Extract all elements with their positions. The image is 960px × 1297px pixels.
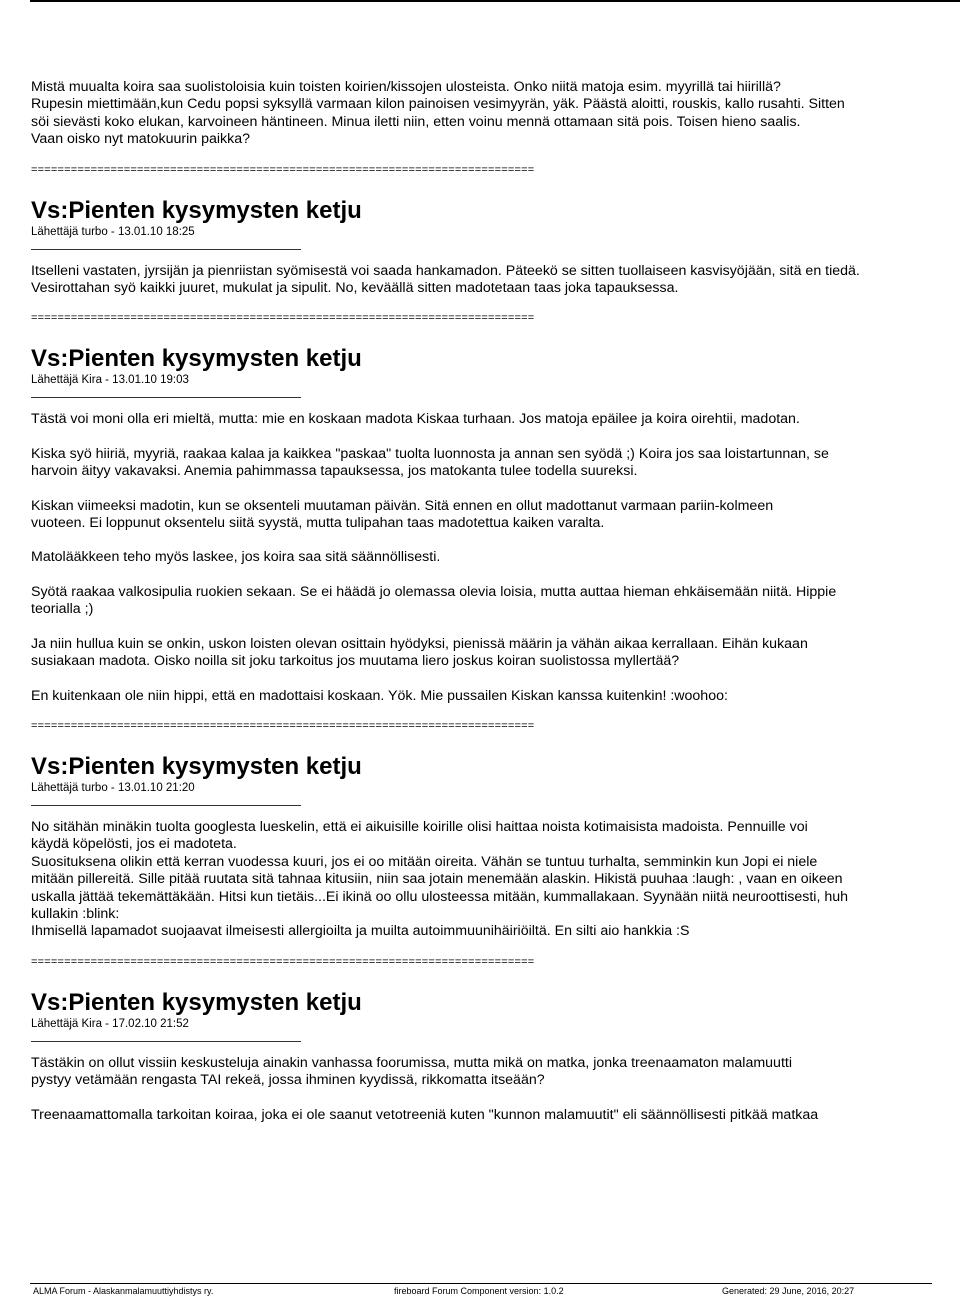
- post-text-line: kullakin :blink:: [31, 905, 120, 922]
- post-text-line: Ihmisellä lapamadot suojaavat ilmeisesti allergioilta ja muilta autoimmuunihäiriöiltä. En silti aio hankkia :S: [31, 923, 690, 940]
- post-text-line: harvoin äityy vakavaksi. Anemia pahimmassa tapauksessa, jos matokanta tulee todella suureksi.: [31, 463, 638, 480]
- post-text-line: Tästä voi moni olla eri mieltä, mutta: mie en koskaan madota Kiskaa turhaan. Jos matoja epäilee ja koira oirehtii, madotan.: [31, 411, 800, 428]
- post-author-date: Lähettäjä Kira - 17.02.10 21:52: [31, 1017, 189, 1030]
- post-text-line: mitään pillereitä. Sille pitää ruutata sitä tahnaa kitusiin, niin saa jotain menemään alaskin. Hikistä puuhaa :laugh: , vaan en oikeen: [31, 871, 843, 888]
- post-separator: ============================================================================: [31, 955, 535, 968]
- post-text-line: Tästäkin on ollut vissiin keskusteluja ainakin vanhassa foorumissa, mutta mikä on matka, jonka treenaamaton malamuutti: [31, 1054, 792, 1071]
- post-author-date: Lähettäjä turbo - 13.01.10 21:20: [31, 781, 195, 794]
- post-text-line: uskalla jättää tekemättäkään. Hitsi kun tietäis...Ei ikinä oo ollu ulosteessa mitään, kummallakaan. Syynään niitä neuroottisesti, huh: [31, 888, 849, 905]
- post-text-line: Suosituksena olikin että kerran vuodessa kuuri, jos ei oo mitään oireita. Vähän se tuntuu turhalta, semminkin kun Jopi ei niele: [31, 853, 818, 870]
- forum-post: [31, 753, 960, 941]
- post-separator: ============================================================================: [31, 163, 535, 176]
- post-text-line: Matolääkkeen teho myös laskee, jos koira saa sitä säännöllisesti.: [31, 549, 441, 566]
- footer-site-name: ALMA Forum - Alaskanmalamuuttiyhdistys ry.: [33, 1286, 214, 1296]
- intro-line: Mistä muualta koira saa suolistoloisia kuin toisten koirien/kissojen ulosteista. Onko niitä matoja esim. myyrillä tai hiirillä?: [31, 79, 781, 95]
- footer-generated-date: Generated: 29 June, 2016, 20:27: [722, 1286, 855, 1296]
- document-page: [31, 79, 960, 1124]
- forum-post: [31, 345, 960, 704]
- page-footer: [30, 1285, 960, 1297]
- post-text-line: teorialla ;): [31, 601, 94, 618]
- post-text-line: pystyy vetämään rengasta TAI rekeä, jossa ihminen kyydissä, rikkomatta itseään?: [31, 1072, 545, 1089]
- post-author-date: Lähettäjä turbo - 13.01.10 18:25: [31, 225, 195, 238]
- post-text-line: susiakaan madota. Oisko noilla sit joku tarkoitus jos muutama liero joskus koiran suolistossa myllertää?: [31, 653, 680, 670]
- footer-component-version: fireboard Forum Component version: 1.0.2: [394, 1286, 564, 1296]
- post-title: Vs:Pienten kysymysten ketju: [31, 345, 362, 373]
- intro-post: [31, 79, 960, 149]
- forum-post: [31, 989, 960, 1124]
- intro-line: Rupesin miettimään,kun Cedu popsi syksyllä varmaan kilon painoisen vesimyyrän, yäk. Päästä aloitti, rouskis, kallo rusahti. Sitten: [31, 96, 845, 113]
- post-text-line: käydä köpelösti, jos ei madoteta.: [31, 836, 237, 853]
- post-header-rule: [31, 1041, 301, 1042]
- post-text-line: Syötä raakaa valkosipulia ruokien sekaan. Se ei häädä jo olemassa olevia loisia, mutta auttaa hieman ehkäisemään niitä. Hippie: [31, 583, 837, 600]
- post-text-line: vuoteen. Ei loppunut oksentelu siitä syystä, mutta tulipahan taas madotettua kaiken varalta.: [31, 515, 605, 532]
- post-separator: ============================================================================: [31, 312, 535, 325]
- post-text-line: Itselleni vastaten, jyrsijän ja pienriistan syömisestä voi saada hankamadon. Päteekö se sitten tuollaiseen kasvisyöjään, sitä en tiedä.: [31, 262, 860, 279]
- forum-post: [31, 197, 960, 298]
- post-header-rule: [31, 397, 301, 398]
- top-border-line: [30, 0, 960, 2]
- post-text-line: En kuitenkaan ole niin hippi, että en madottaisi koskaan. Yök. Mie pussailen Kiskan kanssa kuitenkin! :woohoo:: [31, 687, 728, 704]
- post-title: Vs:Pienten kysymysten ketju: [31, 988, 362, 1016]
- post-text-line: Treenaamattomalla tarkoitan koiraa, joka ei ole saanut vetotreeniä kuten "kunnon malamuutit" eli säännöllisesti pitkää matkaa: [31, 1106, 819, 1123]
- post-header-rule: [31, 805, 301, 806]
- post-title: Vs:Pienten kysymysten ketju: [31, 196, 362, 224]
- post-separator: ============================================================================: [31, 719, 535, 732]
- intro-line: söi sievästi koko elukan, karvoineen häntineen. Minua iletti niin, etten voinu mennä ottamaan sitä pois. Toisen hieno saalis.: [31, 113, 801, 130]
- intro-line: Vaan oisko nyt matokuurin paikka?: [31, 131, 250, 148]
- post-author-date: Lähettäjä Kira - 13.01.10 19:03: [31, 374, 189, 387]
- post-text-line: Kiskan viimeeksi madotin, kun se oksenteli muutaman päivän. Sitä ennen en ollut madottanut varmaan pariin-kolmeen: [31, 497, 774, 514]
- footer-rule: [30, 1283, 932, 1284]
- post-text-line: Kiska syö hiiriä, myyriä, raakaa kalaa ja kaikkea "paskaa" tuolta luonnosta ja annan sen syödä ;) Koira jos saa loistartunnan, se: [31, 445, 829, 462]
- post-text-line: No sitähän minäkin tuolta googlesta lueskelin, että ei aikuisille koirille olisi haittaa noista kotimaisista madoista. Pennuille voi: [31, 818, 808, 835]
- post-header-rule: [31, 249, 301, 250]
- post-text-line: Vesirottahan syö kaikki juuret, mukulat ja sipulit. No, keväällä sitten madotetaan taas joka tapauksessa.: [31, 280, 679, 297]
- post-title: Vs:Pienten kysymysten ketju: [31, 752, 362, 780]
- post-text-line: Ja niin hullua kuin se onkin, uskon loisten olevan osittain hyödyksi, pienissä määrin ja vähän aikaa kerrallaan. Eihän kukaan: [31, 635, 808, 652]
